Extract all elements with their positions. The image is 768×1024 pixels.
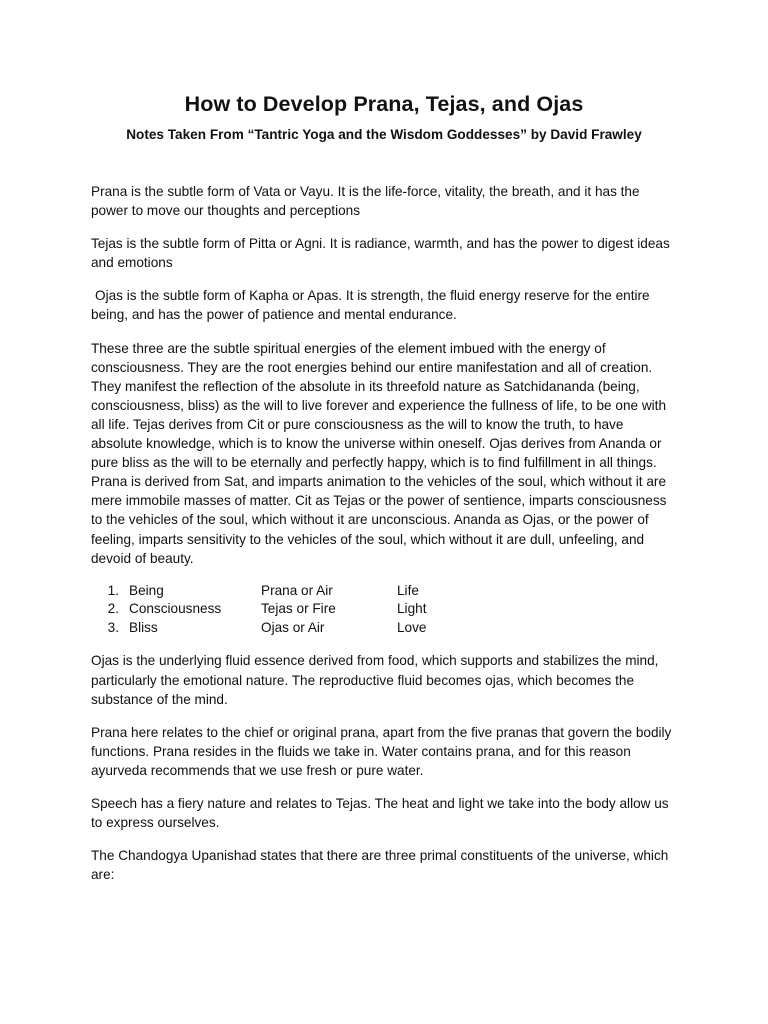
list-aspect: Consciousness (129, 601, 222, 617)
list-energy: Tejas or Fire (261, 601, 336, 617)
paragraph-chandogya: The Chandogya Upanishad states that there are three primal constituents of the universe, which are: (91, 848, 669, 883)
list-item (91, 600, 677, 619)
list-aspect: Being (129, 582, 164, 598)
paragraph-ojas-essence: Ojas is the underlying fluid essence derived from food, which supports and stabilizes the mind, particularly the emotional nature. The reproductive fluid becomes ojas, which becomes the substance of the mind. (91, 653, 659, 707)
list-energy: Prana or Air (261, 582, 333, 598)
paragraph-speech: Speech has a fiery nature and relates to Tejas. The heat and light we take into the body allow us to express ourselves. (91, 796, 669, 831)
list-number: 1. (107, 582, 119, 598)
list-aspect: Bliss (129, 619, 158, 635)
list-number: 2. (107, 601, 119, 617)
paragraph-prana: Prana is the subtle form of Vata or Vayu. It is the life-force, vitality, the breath, and it has the power to move our thoughts and perceptions (91, 184, 640, 219)
document-subtitle: Notes Taken From “Tantric Yoga and the Wisdom Goddesses” by David Frawley (126, 127, 642, 142)
document-title: How to Develop Prana, Tejas, and Ojas (184, 92, 584, 116)
list-item (91, 619, 677, 638)
trio-list (91, 582, 677, 638)
paragraph-subtle-energies: These three are the subtle spiritual energies of the element imbued with the energy of consciousness. They are the root energies behind our entire manifestation and all of creation. They manifest the reflection of the absolute in its threefold nature as Satchidananda (being, consciousness, bliss) as the will to live forever and experience the fullness of life, to be one with all life. Tejas derives from Cit or pure consciousness as the will to know the truth, to have absolute knowledge, which is to know the universe within oneself. Ojas derives from Ananda or pure bliss as the will to be eternally and perfectly happy, which is to find fulfillment in all things. Prana is derived from Sat, and imparts animation to the vehicles of the soul, which without it are mere immobile masses of matter. Cit as Tejas or the power of sentience, imparts consciousness to the vehicles of the soul, which without it are unconscious. Ananda as Ojas, or the power of feeling, imparts sensitivity to the vehicles of the soul, which without it are dull, unfeeling, and devoid of beauty. (91, 340, 667, 566)
paragraph-ojas: Ojas is the subtle form of Kapha or Apas. It is strength, the fluid energy reserve for the entire being, and has the power of patience and mental endurance. (91, 288, 650, 323)
paragraph-chief-prana: Prana here relates to the chief or original prana, apart from the five pranas that govern the bodily functions. Prana resides in the fluids we take in. Water contains prana, and for this reason ayurveda recommends that we use fresh or pure water. (91, 724, 672, 778)
list-quality: Life (397, 582, 419, 598)
list-quality: Love (397, 619, 427, 635)
list-energy: Ojas or Air (261, 619, 325, 635)
list-quality: Light (397, 601, 427, 617)
document-body (91, 182, 677, 884)
list-item (91, 582, 677, 601)
list-number: 3. (107, 619, 119, 635)
paragraph-tejas: Tejas is the subtle form of Pitta or Agni. It is radiance, warmth, and has the power to digest ideas and emotions (91, 236, 670, 271)
